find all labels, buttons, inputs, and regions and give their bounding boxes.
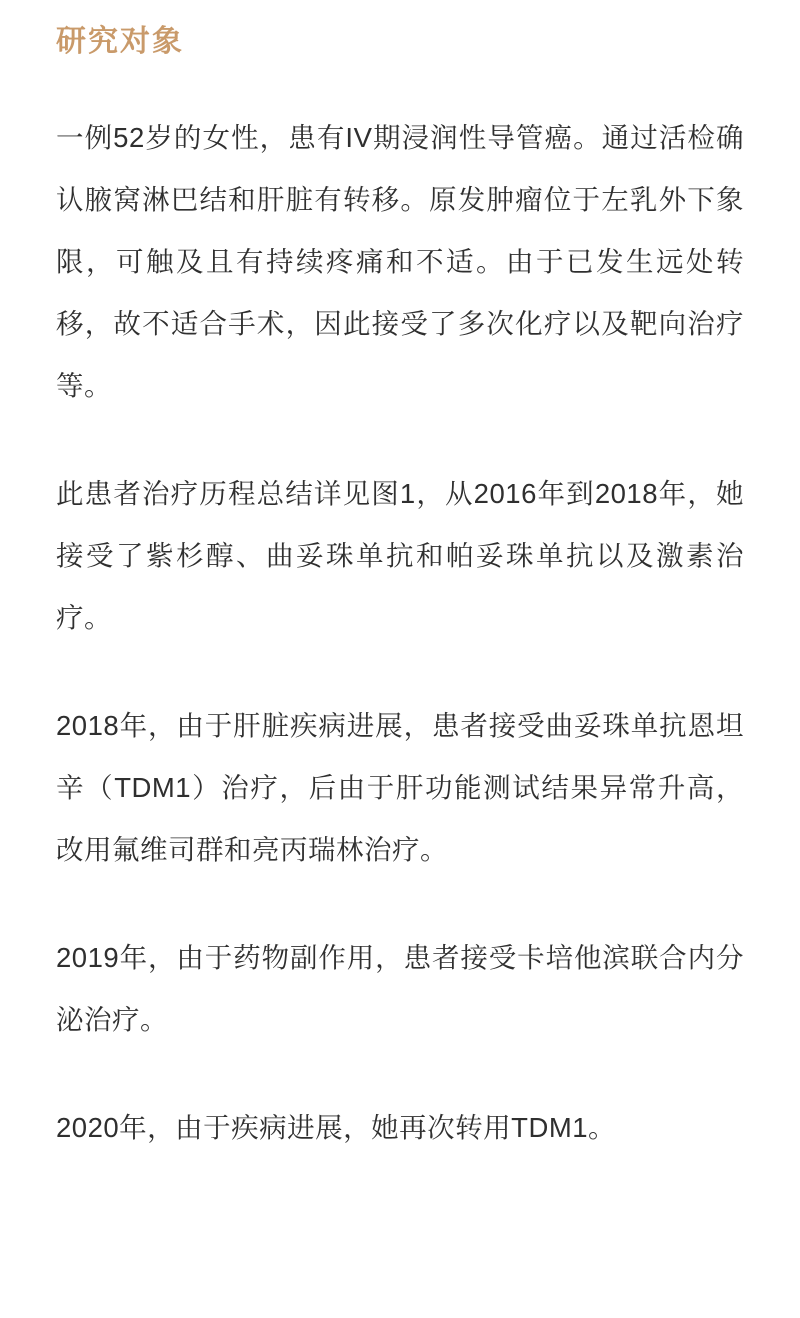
paragraph-2020-treatment: 2020年，由于疾病进展，她再次转用TDM1。 (56, 1112, 617, 1143)
paragraph-treatment-summary: 此患者治疗历程总结详见图1，从2016年到2018年，她接受了紫杉醇、曲妥珠单抗和帕妥珠单抗以及激素治疗。 (56, 478, 744, 633)
paragraph-2018-treatment: 2018年，由于肝脏疾病进展，患者接受曲妥珠单抗恩坦辛（TDM1）治疗，后由于肝功能测试结果异常升高，改用氟维司群和亮丙瑞林治疗。 (56, 710, 744, 865)
page-title: 研究对象 (56, 25, 184, 58)
paragraph-patient-overview: 一例52岁的女性，患有IV期浸润性导管癌。通过活检确认腋窝淋巴结和肝脏有转移。原发肿瘤位于左乳外下象限，可触及且有持续疼痛和不适。由于已发生远处转移，故不适合手术，因此接受了多次化疗以及靶向治疗等。 (56, 122, 744, 401)
paragraph-2019-treatment: 2019年，由于药物副作用，患者接受卡培他滨联合内分泌治疗。 (56, 942, 744, 1035)
